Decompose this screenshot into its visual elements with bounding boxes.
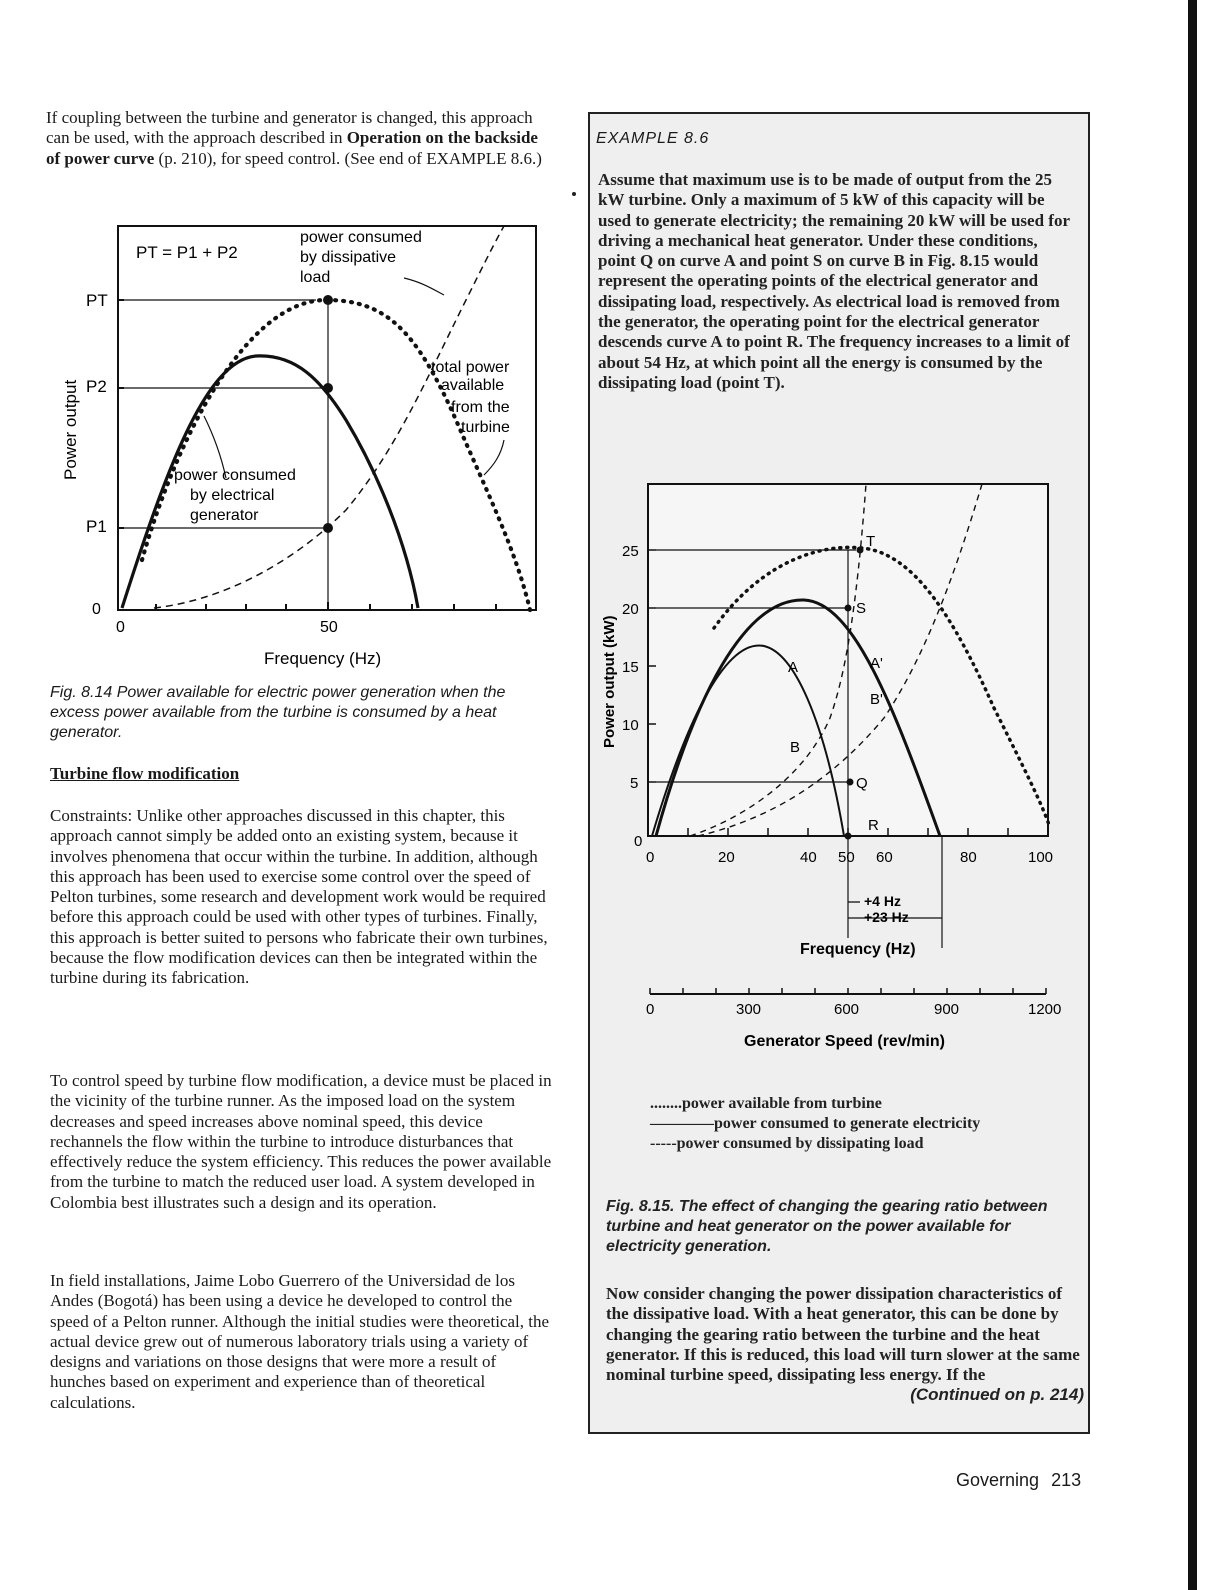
- page-number: 213: [1051, 1470, 1082, 1490]
- fig814-tick-p2: P2: [86, 377, 107, 396]
- svg-text:0: 0: [116, 619, 125, 636]
- figure-8-15: [594, 478, 1084, 1068]
- svg-text:60: 60: [876, 849, 893, 866]
- svg-text:A': A': [870, 655, 883, 672]
- fig815-legend: [650, 1094, 980, 1154]
- fig814-x-axis-label: Frequency (Hz): [264, 649, 382, 668]
- svg-text:T: T: [866, 533, 876, 550]
- svg-text:load: load: [300, 269, 331, 286]
- paragraph-now-consider: Now consider changing the power dissipation characteristics of the dissipative load. With a heat generator, this can be done by changing the gearing ratio between the turbine and the heat generator. If this is reduced, this load will turn slower at the same nominal turbine speed, dissipating less energy. If the (Continued on p. 214): [606, 1284, 1084, 1405]
- intro-bold-reference: Operation on the backside of power curve: [46, 128, 538, 168]
- svg-text:by dissipative: by dissipative: [300, 249, 397, 266]
- fig814-y-axis-label: Power output: [61, 379, 80, 480]
- svg-text:25: 25: [622, 543, 639, 560]
- svg-text:turbine: turbine: [461, 419, 510, 436]
- paragraph-speed-control: To control speed by turbine flow modification, a device must be placed in the vicinity of the turbine runner. As the imposed load on the system decreases and speed increases above nominal speed, this device rechannels the flow within the turbine to introduce disturbances that effectively reduce the system efficiency. This reduces the power available from the turbine to match the reduced user load. A system developed in Colombia best illustrates such a design and its operation.: [50, 1071, 552, 1212]
- svg-text:5: 5: [630, 775, 639, 792]
- svg-text:A: A: [788, 659, 799, 676]
- svg-text:20: 20: [718, 849, 735, 866]
- paragraph-constraints: Constraints: Unlike other approaches discussed in this chapter, this approach cannot simply be added onto an existing system, because it involves phenomena that occur within the turbine. In addition, although this approach has been used to exercise some control over the speed of Pelton turbines, some research and development work would be required before this approach could be used with other types of turbines. Finally, this approach is better suited to persons who fabricate their own turbines, because the flow modification devices can then be integrated within the turbine during its fabrication.: [50, 806, 548, 988]
- svg-text:S: S: [856, 600, 867, 617]
- svg-text:available: available: [441, 377, 505, 394]
- fig814-tick-0: 0: [92, 601, 101, 618]
- svg-text:20: 20: [622, 601, 639, 618]
- svg-text:B: B: [790, 739, 801, 756]
- continued-note: (Continued on p. 214): [910, 1385, 1084, 1405]
- margin-dot: [572, 192, 576, 196]
- svg-text:40: 40: [800, 849, 817, 866]
- svg-text:600: 600: [834, 1001, 860, 1018]
- svg-text:power consumed: power consumed: [300, 229, 422, 246]
- example-text: Assume that maximum use is to be made of output from the 25 kW turbine. Only a maximum of 5 kW of this capacity will be used to generate electricity; the remaining 20 kW will be used for driving a mechanical heat generator. Under these conditions, point Q on curve A and point S on curve B in Fig. 8.15 would represent the operating points of the electrical generator and dissipating load, respectively. As electrical load is removed from the generator, the operating point for the electrical generator descends curve A to point R. The frequency increases to a limit of about 54 Hz, at which point all the energy is consumed by the dissipating load (point T).: [598, 170, 1070, 392]
- svg-text:B': B': [870, 691, 883, 708]
- svg-text:Q: Q: [856, 775, 868, 792]
- legend-row-dotted: ........power available from turbine: [650, 1095, 882, 1112]
- svg-text:10: 10: [622, 717, 639, 734]
- svg-text:300: 300: [736, 1001, 762, 1018]
- example-title: EXAMPLE 8.6: [596, 130, 710, 147]
- svg-text:+23 Hz: +23 Hz: [864, 909, 909, 925]
- svg-text:+4 Hz: +4 Hz: [864, 893, 901, 909]
- page-footer: [956, 1470, 1093, 1491]
- svg-text:900: 900: [934, 1001, 960, 1018]
- fig814-tick-p1: P1: [86, 517, 107, 536]
- svg-text:R: R: [868, 817, 879, 834]
- svg-text:100: 100: [1028, 849, 1054, 866]
- fig815-speed-axis-label: Generator Speed (rev/min): [744, 1033, 945, 1050]
- fig814-tick-pt: PT: [86, 291, 108, 310]
- svg-text:total power: total power: [431, 359, 510, 376]
- svg-text:15: 15: [622, 659, 639, 676]
- svg-text:0: 0: [634, 833, 643, 850]
- svg-text:1200: 1200: [1028, 1001, 1062, 1018]
- fig815-x-axis-label: Frequency (Hz): [800, 941, 916, 958]
- svg-text:power consumed: power consumed: [174, 467, 296, 484]
- svg-text:generator: generator: [190, 507, 259, 524]
- section-heading: Turbine flow modification: [50, 764, 240, 783]
- fig814-equation: PT = P1 + P2: [136, 243, 238, 262]
- fig815-y-axis-label: Power output (kW): [601, 615, 618, 748]
- figure-8-14: [46, 220, 546, 680]
- paragraph-field-installations: In field installations, Jaime Lobo Guerrero of the Universidad de los Andes (Bogotá) has been using a device he developed to control the speed of a Pelton runner. Although the initial studies were theoretical, the actual device grew out of numerous laboratory trials using a variety of designs and variations on those designs that were more a result of hunches based on experiment and experience than of theoretical calculations.: [50, 1271, 550, 1412]
- legend-row-solid: ————power consumed to generate electricity: [650, 1115, 981, 1132]
- svg-text:0: 0: [646, 849, 655, 866]
- page-edge-bar: [1188, 0, 1197, 1590]
- fig814-turbine-curve: [142, 300, 530, 610]
- fig814-caption: Fig. 8.14 Power available for electric power generation when the excess power available from the turbine is consumed by a heat generator.: [50, 684, 506, 741]
- legend-row-dashed: -----power consumed by dissipating load: [650, 1135, 924, 1152]
- fig815-caption: Fig. 8.15. The effect of changing the gearing ratio between turbine and heat generator on the power available for electricity generation.: [606, 1198, 1048, 1255]
- svg-text:by electrical: by electrical: [190, 487, 275, 504]
- svg-text:80: 80: [960, 849, 977, 866]
- svg-text:0: 0: [646, 1001, 655, 1018]
- footer-section: Governing: [956, 1470, 1040, 1490]
- svg-text:50: 50: [838, 849, 855, 866]
- intro-paragraph: If coupling between the turbine and generator is changed, this approach can be used, with the approach described in Operation on the backside of power curve (p. 210), for speed control. (See end of EXAMPLE 8.6.): [46, 108, 542, 168]
- svg-text:50: 50: [320, 619, 338, 636]
- svg-text:from the: from the: [451, 399, 510, 416]
